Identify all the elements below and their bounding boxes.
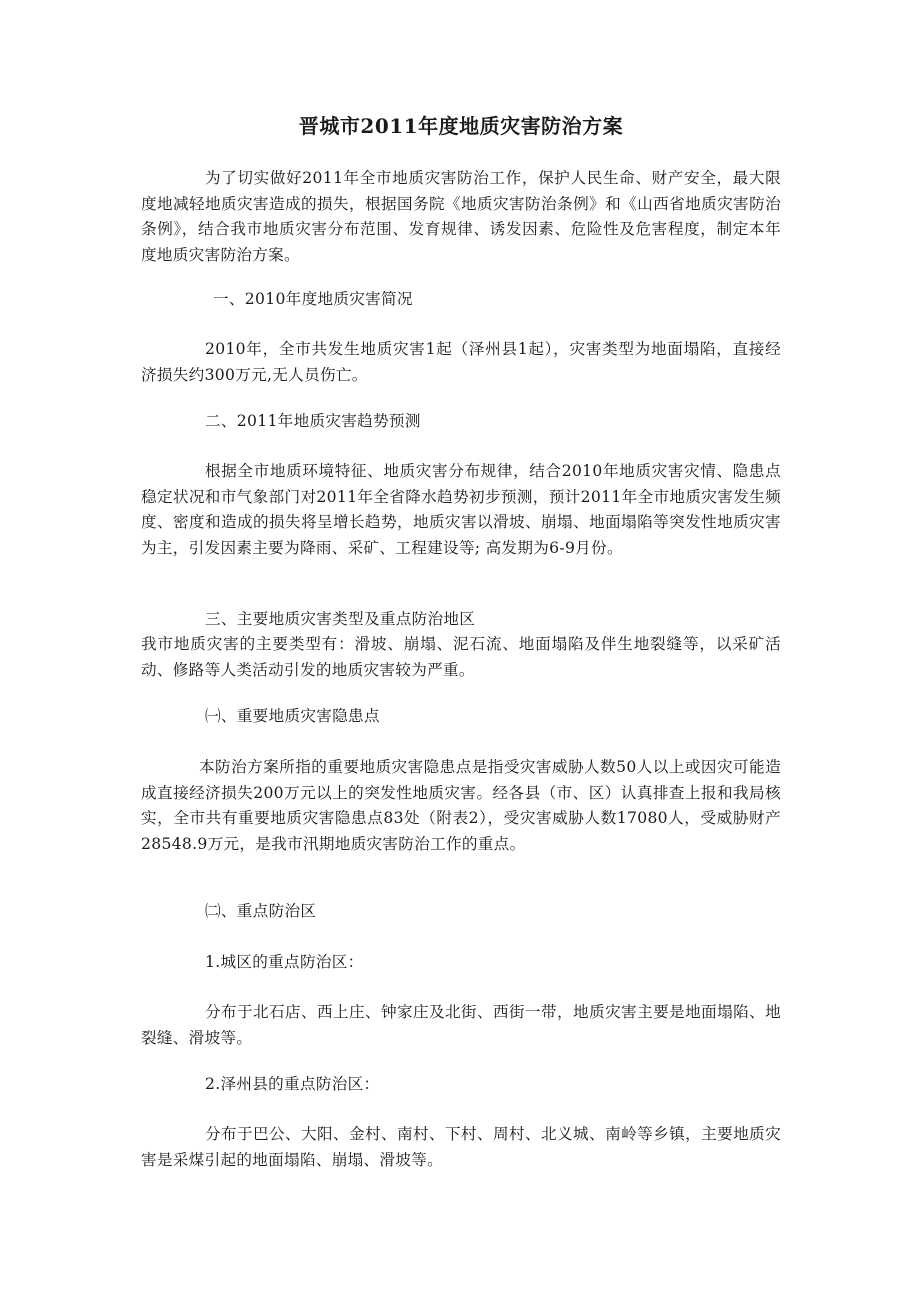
- subsection-heading-2: ㈡、重点防治区: [205, 902, 317, 920]
- district-2-heading: 2.泽州县的重点防治区：: [205, 1075, 380, 1093]
- district-1-paragraph: 分布于北石店、西上庄、钟家庄及北街、西街一带，地质灾害主要是地面塌陷、地裂缝、滑坡等。: [141, 1003, 781, 1047]
- section-heading-2: 二、2011年地质灾害趋势预测: [205, 412, 421, 430]
- intro-paragraph: 为了切实做好2011年全市地质灾害防治工作，保护人民生命、财产安全，最大限度地减轻地质灾害造成的损失，根据国务院《地质灾害防治条例》和《山西省地质灾害防治条例》，结合我市地质灾害分布范围、发育规律、诱发因素、危险性及危害程度，制定本年度地质灾害防治方案。: [141, 169, 781, 264]
- section-3-paragraph: 我市地质灾害的主要类型有：滑坡、崩塌、泥石流、地面塌陷及伴生地裂缝等，以采矿活动、修路等人类活动引发的地质灾害较为严重。: [141, 635, 781, 679]
- document-title: 晋城市2011年度地质灾害防治方案: [298, 114, 624, 138]
- section-heading-1: 一、2010年度地质灾害简况: [213, 290, 413, 308]
- district-2-paragraph: 分布于巴公、大阳、金村、南村、下村、周村、北义城、南岭等乡镇，主要地质灾害是采煤引起的地面塌陷、崩塌、滑坡等。: [141, 1125, 781, 1169]
- section-2-paragraph: 根据全市地质环境特征、地质灾害分布规律，结合2010年地质灾害灾情、隐患点稳定状况和市气象部门对2011年全省降水趋势初步预测，预计2011年全市地质灾害发生频度、密度和造成的损失将呈增长趋势，地质灾害以滑坡、崩塌、地面塌陷等突发性地质灾害为主，引发因素主要为降雨、采矿、工程建设等; 高发期为6-9月份。: [141, 462, 781, 557]
- district-1-heading: 1.城区的重点防治区：: [205, 953, 364, 971]
- section-1-paragraph: 2010年，全市共发生地质灾害1起（泽州县1起），灾害类型为地面塌陷，直接经济损失约300万元,无人员伤亡。: [141, 340, 781, 384]
- section-heading-3: 三、主要地质灾害类型及重点防治地区: [205, 610, 476, 628]
- subsection-heading-1: ㈠、重要地质灾害隐患点: [205, 707, 380, 725]
- subsection-1-paragraph: 本防治方案所指的重要地质灾害隐患点是指受灾害威胁人数50人以上或因灾可能造成直接经济损失200万元以上的突发性地质灾害。经各县（市、区）认真排查上报和我局核实，全市共有重要地质灾害隐患点83处（附表2），受灾害威胁人数17080人，受威胁财产28548.9万元，是我市汛期地质灾害防治工作的重点。: [141, 758, 781, 853]
